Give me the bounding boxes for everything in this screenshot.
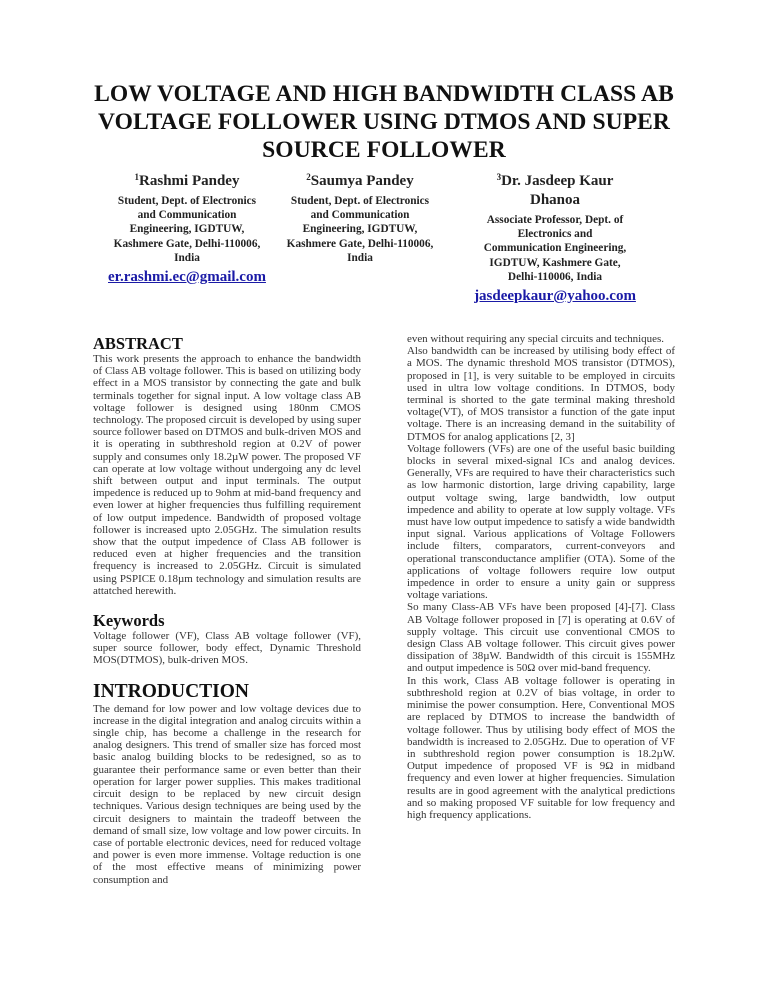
affiliation-line: Engineering, IGDTUW, [129,223,245,236]
affiliation-line: Kashmere Gate, Delhi-110006, [113,237,261,250]
body-paragraph: Also bandwidth can be increased by utilising body effect of a MOS. The dynamic threshold MOS transistor (DTMOS), proposed in [1], is very suitable to be employed in circuits used in ultra low voltage conditions. In DTMOS, body terminal is shorted to the gate terminal making threshold voltage(VT), of MOS transistor a function of the gate input voltage. There is an increasing demand in the suitability of DTMOS for analog applications [2, 3] [407,345,675,443]
affiliation-line: and Communication [310,209,410,222]
title-line: VOLTAGE FOLLOWER USING DTMOS AND SUPER [98,109,670,135]
author-affiliation [255,194,465,265]
affiliation-line: India [174,251,200,264]
affiliation-line: Communication Engineering, [483,242,627,255]
keywords-text: Voltage follower (VF), Class AB voltage follower (VF), super source follower, body effect, Dynamic Threshold MOS(DTMOS), bulk-driven MOS. [93,630,361,667]
affiliation-line: Electronics and [517,228,593,241]
abstract-heading: ABSTRACT [93,334,183,353]
affiliation-line: Delhi-110006, India [507,270,603,283]
affiliation-line: IGDTUW, Kashmere Gate, [489,256,621,269]
left-column [93,334,361,886]
author-email-link[interactable]: er.rashmi.ec@gmail.com [108,269,266,286]
author-email-link[interactable]: jasdeepkaur@yahoo.com [474,288,636,305]
body-paragraph: So many Class-AB VFs have been proposed [4]-[7]. Class AB Voltage follower proposed in [7] is operating at 0.6V of supply voltage. This circuit use conventional CMOS to design Class AB voltage follower. This circuit gives power dissipation of 38µW. Bandwidth of this circuit is 155MHz and output impedence is 50Ω over mid-band frequency. [407,601,675,675]
author-name [470,168,640,210]
author-block-2 [255,168,465,265]
author-name-text: Dr. Jasdeep Kaur Dhanoa [501,173,614,208]
affiliation-line: India [347,251,373,264]
body-paragraph: In this work, Class AB voltage follower is operating in subthreshold region at 0.2V of bias voltage, in order to minimise the power consumption. Here, Conventional MOS are replaced by DTMOS to increase the bandwidth of voltage follower. Thus by utilising body effect of MOS the bandwidth is increased to 2.05GHz. Due to operation of VF in subthreshold region power consumption is 18.2µW. Output impedence of proposed VF is 9Ω in midband frequency and even lower at higher frequencies. Simulation results are in good agreement with the analytical predictions and so making proposed VF suitable for low frequency and high frequency applications. [407,674,675,821]
paper-title [60,80,708,164]
affiliation-line: Student, Dept. of Electronics [117,195,257,207]
title-line: SOURCE FOLLOWER [262,137,506,163]
title-line: LOW VOLTAGE AND HIGH BANDWIDTH CLASS AB [94,81,674,107]
affiliation-line: Associate Professor, Dept. of [486,214,624,226]
affiliation-line: Engineering, IGDTUW, [302,223,418,236]
body-paragraph: Voltage followers (VFs) are one of the useful basic building blocks in several mixed-signal ICs and analog devices. Generally, VFs are required to have their characteristics such as low harmonic distortion, large driving capability, large output voltage swing, large bandwidth, low output impedence and ability to operate at low supply voltage. VFs must have low output impedence to satisfy a wide bandwidth input signal. Various applications of Voltage Followers include filters, comparators, current-conveyors and operational transconductance amplifier (OTA). Some of the applications of voltage followers require low output impedence in order to ensure a unity gain or suppress voltage variations. [407,442,675,602]
author-affiliation [445,213,665,284]
introduction-heading: INTRODUCTION [93,680,250,702]
keywords-heading: Keywords [93,611,165,631]
abstract-text: This work presents the approach to enhance the bandwidth of Class AB voltage follower. This is based on utilizing body effect in a MOS transistor by connecting the gate and bulk terminals together for signal input. A low voltage class AB voltage follower is designed using 180nm CMOS technology. The proposed circuit is developed by using super source follower based on DTMOS and bulk-driven MOS and it is operating in subthreshold region at 0.2V of power supply and consumes only 18.2µW power. The proposed VF can operate at low voltage without undergoing any dc level shift between output and input terminals. The output impedence is reduced up to 9ohm at mid-band frequency and even lower at higher frequencies thus fulfilling requirement of low output impedence. Bandwidth of proposed voltage follower is increased upto 2.05GHz. The simulation results show that the output impedence of Class AB follower is reduced even at higher frequencies and the transition frequency is increased to 2.05GHz. Circuit is simulated using PSPICE 0.18µm technology and simulation results are attatched herewith. [93,353,361,597]
author-name [255,168,465,191]
author-name-text: Saumya Pandey [310,173,414,189]
introduction-text: The demand for low power and low voltage devices due to increase in the digital integration and analog circuits within a single chip, has become a challenge in the research for analog designers. This trend of smaller size has forced most basic analog building blocks to be redesigned, so as to guarantee their performance same or even better than their operation for larger power supplies. This makes traditional circuit design to be replaced by new circuit design techniques. Various design techniques are being used by the circuit designers to maintain the tradeoff between the demand of small size, low voltage and low power circuits. In case of portable electronic devices, need for reduced voltage and power is even more immense. Voltage reduction is one of the most effective means of minimizing power consumption and [93,702,361,886]
author-number: 3 [496,172,502,182]
affiliation-line: Kashmere Gate, Delhi-110006, [286,237,434,250]
author-number: 1 [134,172,140,182]
body-paragraph: even without requiring any special circuits and techniques. [407,333,664,345]
right-column [407,333,675,821]
author-name-text: Rashmi Pandey [139,173,240,189]
author-block-3 [445,168,665,306]
affiliation-line: and Communication [137,209,237,222]
affiliation-line: Student, Dept. of Electronics [290,195,430,207]
author-number: 2 [306,172,311,182]
